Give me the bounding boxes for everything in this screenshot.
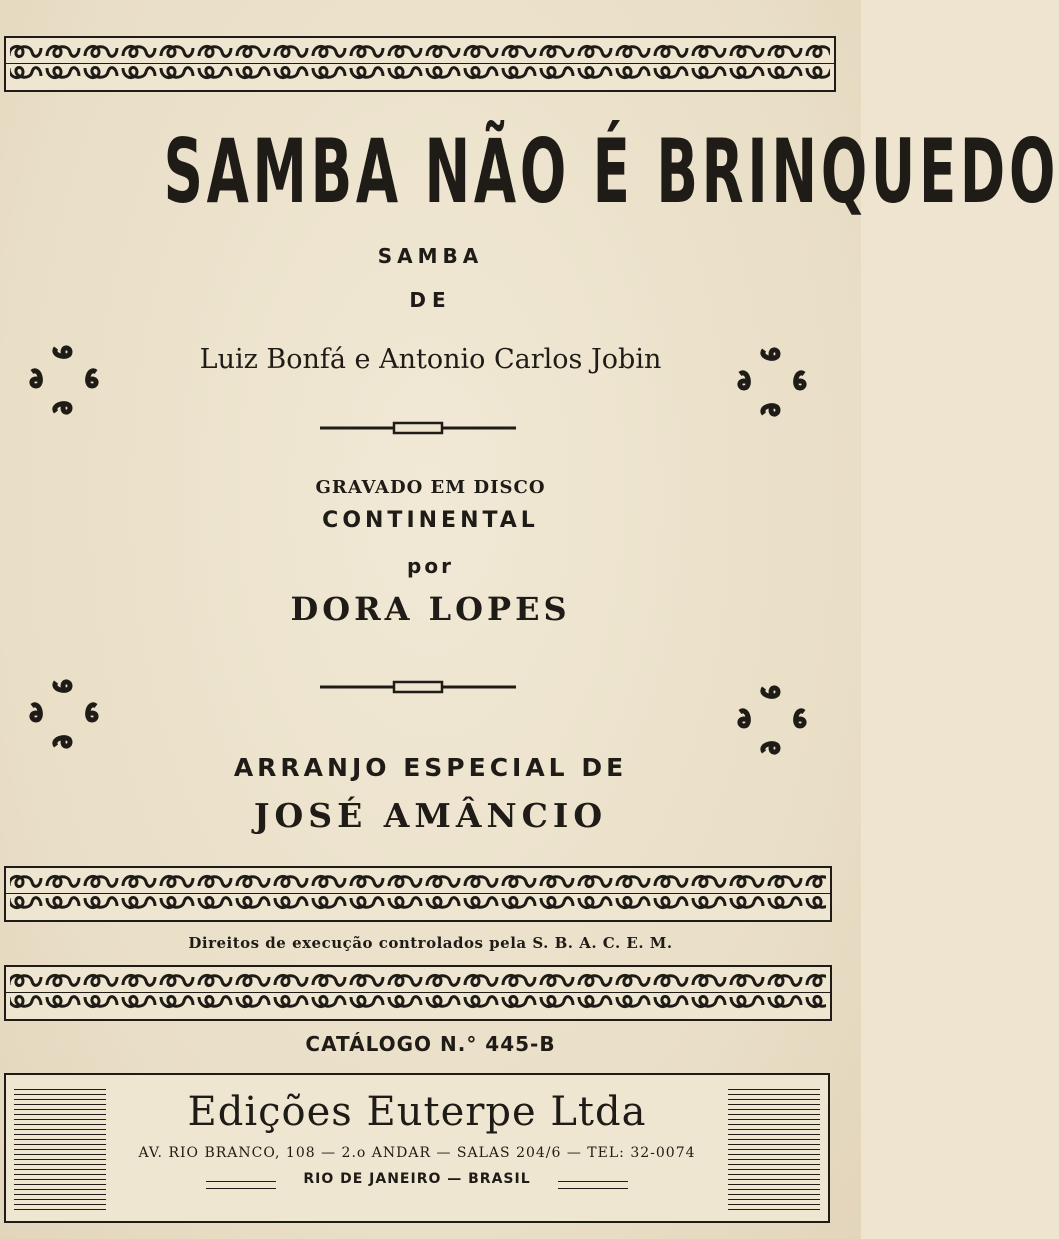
knot-pattern-icon bbox=[6, 38, 834, 90]
rule-divider-icon bbox=[320, 680, 516, 694]
knot-pattern-icon bbox=[6, 967, 830, 1019]
publisher-name: Edições Euterpe Ltda bbox=[187, 1089, 647, 1135]
knot-ornament-icon bbox=[734, 344, 810, 420]
middle-knot-border-band bbox=[4, 866, 832, 922]
knot-ornament-icon bbox=[26, 342, 102, 418]
publisher-box bbox=[4, 1073, 830, 1223]
por-word: por bbox=[407, 554, 454, 578]
catalog-number: CATÁLOGO N.° 445-B bbox=[305, 1032, 556, 1056]
knot-ornament-icon bbox=[26, 676, 102, 752]
by-word: DE bbox=[409, 288, 452, 312]
composers-credit: Luiz Bonfá e Antonio Carlos Jobin bbox=[199, 344, 662, 375]
arranger-name: JOSÉ AMÂNCIO bbox=[253, 796, 608, 835]
genre-label: SAMBA bbox=[377, 244, 484, 268]
rights-notice: Direitos de execução controlados pela S. B. A. C. E. M. bbox=[188, 934, 673, 952]
publisher-city: RIO DE JANEIRO — BRASIL bbox=[303, 1171, 531, 1187]
publisher-address: AV. RIO BRANCO, 108 — 2.o ANDAR — SALAS 204/6 — TEL: 32-0074 bbox=[138, 1145, 696, 1161]
song-title: SAMBA NÃO É BRINQUEDO bbox=[163, 120, 1059, 223]
knot-ornament-icon bbox=[734, 682, 810, 758]
recording-line: GRAVADO EM DISCO bbox=[315, 477, 546, 498]
rule-divider-icon bbox=[320, 421, 516, 435]
knot-pattern-icon bbox=[6, 868, 830, 920]
record-label: CONTINENTAL bbox=[322, 508, 539, 533]
top-knot-border-band bbox=[4, 36, 836, 92]
artist-name: DORA LOPES bbox=[290, 590, 571, 628]
arrangement-line: ARRANJO ESPECIAL DE bbox=[233, 753, 628, 782]
lower-knot-border-band bbox=[4, 965, 832, 1021]
